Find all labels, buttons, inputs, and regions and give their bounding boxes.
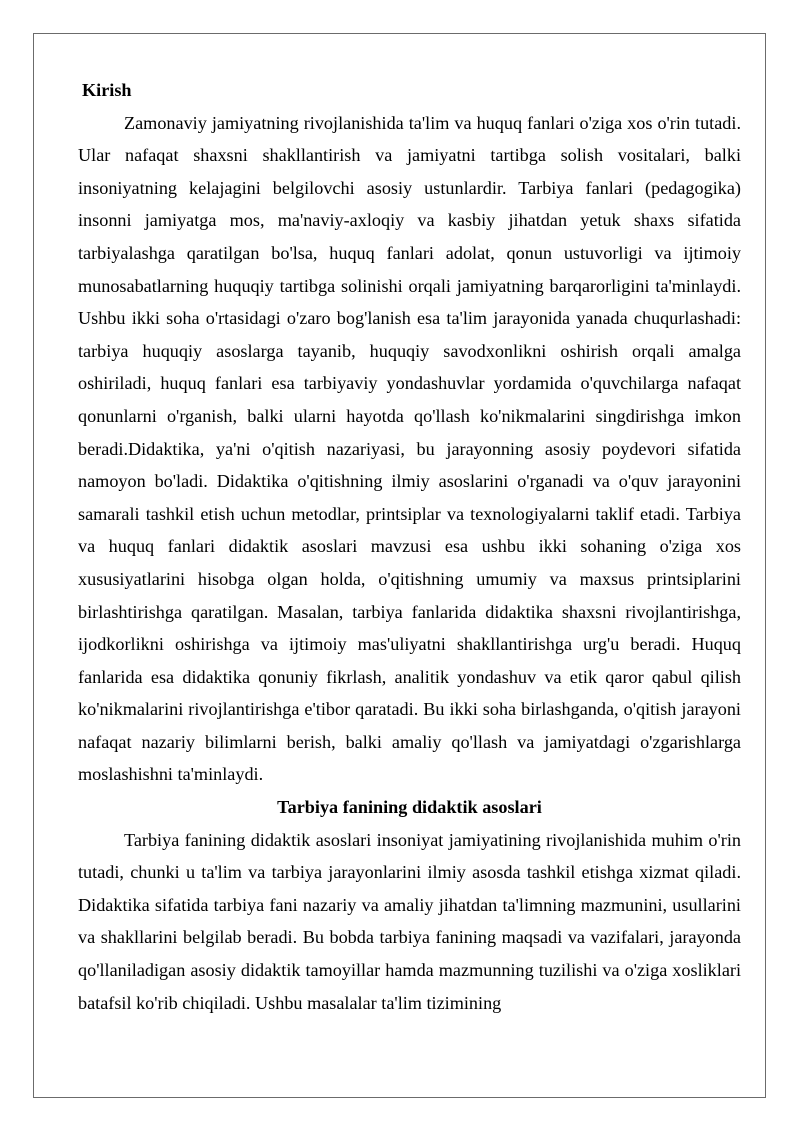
section-paragraph: Tarbiya fanining didaktik asoslari insoniyat jamiyatining rivojlanishida muhim o'rin tutadi, chunki u ta'lim va tarbiya jarayonlarini ilmiy asosda tashkil etishga xizmat qiladi. Didaktika sifatida tarbiya fani nazariy va amaliy jihatdan ta'limning mazmunini, usullarini va shakllarini belgilab beradi. Bu bobda tarbiya fanining maqsadi va vazifalari, jarayonda qo'llaniladigan asosiy didaktik tamoyillar hamda mazmunning tuzilishi va o'ziga xosliklari batafsil ko'rib chiqiladi. Ushbu masalalar ta'lim tizimining bbox=[78, 829, 741, 1013]
intro-heading: Kirish bbox=[82, 80, 132, 100]
intro-paragraph: Zamonaviy jamiyatning rivojlanishida ta'lim va huquq fanlari o'ziga xos o'rin tutadi. Ular nafaqat shaxsni shakllantirish va jamiyatni tartibga solish vositalari, balki insoniyatning kelajagini belgilovchi asosiy ustunlardir. Tarbiya fanlari (pedagogika) insonni jamiyatga mos, ma'naviy-axloqiy va kasbiy jihatdan yetuk shaxs sifatida tarbiyalashga qaratilgan bo'lsa, huquq fanlari adolat, qonun ustuvorligi va ijtimoiy munosabatlarning huquqiy tartibga solinishi orqali jamiyatning barqarorligini ta'minlaydi. Ushbu ikki soha o'rtasidagi o'zaro bog'lanish esa ta'lim jarayonida yanada chuqurlashadi: tarbiya huquqiy asoslarga tayanib, huquqiy savodxonlikni oshirish orqali amalga oshiriladi, huquq fanlari esa tarbiyaviy yondashuvlar yordamida o'quvchilarga nafaqat qonunlarni o'rganish, balki ularni hayotda qo'llash ko'nikmalarini singdirishga imkon beradi.Didaktika, ya'ni o'qitish nazariyasi, bu jarayonning asosiy poydevori sifatida namoyon bo'ladi. Didaktika o'qitishning ilmiy asoslarini o'rganadi va o'quv jarayonini samarali tashkil etish uchun metodlar, printsiplar va texnologiyalarni taklif etadi. Tarbiya va huquq fanlari didaktik asoslari mavzusi esa ushbu ikki sohaning o'ziga xos xususiyatlarini hisobga olgan holda, o'qitishning umumiy va maxsus printsiplarini birlashtirishga qaratilgan. Masalan, tarbiya fanlarida didaktika shaxsni rivojlantirishga, ijodkorlikni oshirishga va ijtimoiy mas'uliyatni shakllantirishga urg'u beradi. Huquq fanlarida esa didaktika qonuniy fikrlash, analitik yondashuv va etik qaror qabul qilish ko'nikmalarini rivojlantirishga e'tibor qaratadi. Bu ikki soha birlashganda, o'qitish jarayoni nafaqat nazariy bilimlarni berish, balki amaliy qo'llash va jamiyatdagi o'zgarishlarga moslashishni ta'minlaydi. bbox=[78, 112, 741, 785]
document-body bbox=[78, 74, 741, 1019]
section-heading: Tarbiya fanining didaktik asoslari bbox=[277, 797, 542, 818]
